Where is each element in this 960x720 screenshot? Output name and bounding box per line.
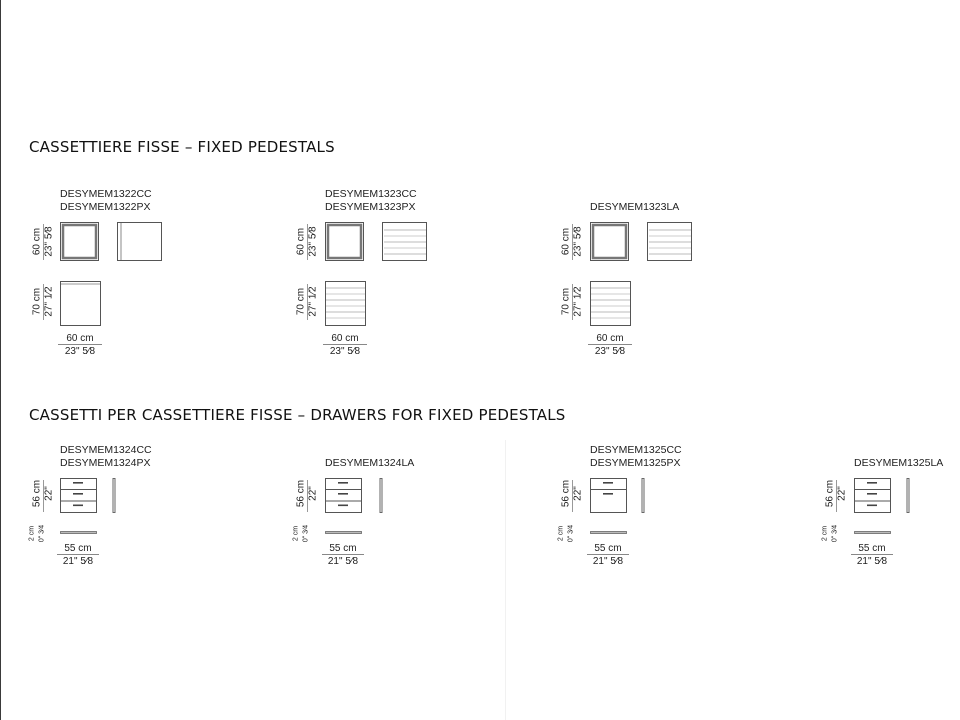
side-height-cm: 70 cm xyxy=(295,287,307,316)
drawer-stack-three-drawing xyxy=(854,478,892,514)
drawer-side-profile-drawing xyxy=(112,478,117,514)
pedestal-top-wood-drawing xyxy=(325,281,367,327)
product-code: DESYMEM1322CC xyxy=(60,188,152,200)
front-height-in: 23" 5⁄8 xyxy=(43,226,55,257)
width-dimension xyxy=(57,543,99,567)
dimension-line xyxy=(43,480,44,512)
thickness-in: 0" 3⁄4 xyxy=(567,524,575,543)
thickness-cm: 2 cm xyxy=(821,525,829,542)
front-height-cm: 60 cm xyxy=(295,227,307,256)
width-in: 23" 5⁄8 xyxy=(58,344,102,357)
drawer-side-profile-drawing xyxy=(641,478,646,514)
drawer-side-profile-drawing xyxy=(379,478,384,514)
width-in: 21" 5⁄8 xyxy=(851,554,893,567)
width-cm: 55 cm xyxy=(329,543,357,554)
pedestal-top-wood-drawing xyxy=(590,281,632,327)
pedestal-front-frame-drawing xyxy=(590,222,630,262)
product-codes-1325la xyxy=(854,457,943,470)
drawer-plate-drawing xyxy=(854,531,892,535)
width-cm: 60 cm xyxy=(331,333,359,344)
front-height-cm: 60 cm xyxy=(560,227,572,256)
width-in: 21" 5⁄8 xyxy=(587,554,629,567)
width-in: 23" 5⁄8 xyxy=(588,344,632,357)
dimension-line xyxy=(307,284,308,320)
dimension-line xyxy=(43,284,44,320)
pedestal-front-frame-drawing xyxy=(325,222,365,262)
drawer-side-profile-drawing xyxy=(906,478,911,514)
product-codes-1324la xyxy=(325,457,414,470)
section-title-fixed-pedestals: CASSETTIERE FISSE – FIXED PEDESTALS xyxy=(29,138,335,156)
width-in: 21" 5⁄8 xyxy=(57,554,99,567)
drawer-plate-drawing xyxy=(325,531,363,535)
side-height-in: 27" 1⁄2 xyxy=(307,286,319,317)
pedestal-top-drawing xyxy=(60,281,102,327)
width-cm: 60 cm xyxy=(66,333,94,344)
drawer-height-in: 22" xyxy=(43,486,55,501)
side-height-in: 27" 1⁄2 xyxy=(43,286,55,317)
drawer-plate-drawing xyxy=(590,531,628,535)
front-height-in: 23" 5⁄8 xyxy=(572,226,584,257)
product-code: DESYMEM1324CC xyxy=(60,444,152,456)
product-codes-1325 xyxy=(590,444,682,470)
thickness-in: 0" 3⁄4 xyxy=(302,524,310,543)
page-fold-line xyxy=(505,440,506,720)
pedestal-side-wood-drawing xyxy=(382,222,428,262)
thickness-cm: 2 cm xyxy=(292,525,300,542)
product-code: DESYMEM1324LA xyxy=(325,457,415,469)
product-codes-1323 xyxy=(325,188,417,214)
drawer-stack-three-drawing xyxy=(325,478,363,514)
drawer-height-in: 22" xyxy=(836,486,848,501)
dimension-line xyxy=(572,224,573,260)
drawer-stack-three-drawing xyxy=(60,478,98,514)
front-height-in: 23" 5⁄8 xyxy=(307,226,319,257)
product-codes-1322 xyxy=(60,188,152,214)
width-cm: 55 cm xyxy=(64,543,92,554)
dimension-line xyxy=(836,480,837,512)
dimension-line xyxy=(572,284,573,320)
width-dimension xyxy=(58,333,102,357)
drawer-height-in: 22" xyxy=(307,486,319,501)
drawer-height-cm: 56 cm xyxy=(31,479,43,508)
width-dimension xyxy=(323,333,367,357)
product-code: DESYMEM1323LA xyxy=(590,201,680,213)
product-code: DESYMEM1325LA xyxy=(854,457,944,469)
pedestal-side-wood-drawing xyxy=(647,222,693,262)
side-height-cm: 70 cm xyxy=(31,287,43,316)
pedestal-front-frame-drawing xyxy=(60,222,100,262)
thickness-cm: 2 cm xyxy=(28,525,36,542)
width-in: 23" 5⁄8 xyxy=(323,344,367,357)
width-dimension xyxy=(322,543,364,567)
pedestal-side-drawing xyxy=(117,222,163,262)
width-dimension xyxy=(587,543,629,567)
width-cm: 55 cm xyxy=(858,543,886,554)
dimension-line xyxy=(307,224,308,260)
product-code: DESYMEM1325PX xyxy=(590,457,681,469)
thickness-in: 0" 3⁄4 xyxy=(831,524,839,543)
product-code: DESYMEM1325CC xyxy=(590,444,682,456)
width-dimension xyxy=(851,543,893,567)
width-in: 21" 5⁄8 xyxy=(322,554,364,567)
drawer-plate-drawing xyxy=(60,531,98,535)
drawer-height-cm: 56 cm xyxy=(560,479,572,508)
side-height-in: 27" 1⁄2 xyxy=(572,286,584,317)
side-height-cm: 70 cm xyxy=(560,287,572,316)
width-dimension xyxy=(588,333,632,357)
page-left-border xyxy=(0,0,1,720)
front-height-cm: 60 cm xyxy=(31,227,43,256)
product-code: DESYMEM1323PX xyxy=(325,201,416,213)
width-cm: 55 cm xyxy=(594,543,622,554)
product-codes-1324 xyxy=(60,444,152,470)
dimension-line xyxy=(43,224,44,260)
section-title-drawers: CASSETTI PER CASSETTIERE FISSE – DRAWERS FOR FIXED PEDESTALS xyxy=(29,406,566,424)
product-code: DESYMEM1324PX xyxy=(60,457,151,469)
drawer-height-in: 22" xyxy=(572,486,584,501)
drawer-height-cm: 56 cm xyxy=(295,479,307,508)
thickness-cm: 2 cm xyxy=(557,525,565,542)
product-codes-1323la xyxy=(590,201,679,214)
product-code: DESYMEM1323CC xyxy=(325,188,417,200)
drawer-stack-two-drawing xyxy=(590,478,628,514)
product-code: DESYMEM1322PX xyxy=(60,201,151,213)
thickness-in: 0" 3⁄4 xyxy=(38,524,46,543)
drawer-height-cm: 56 cm xyxy=(824,479,836,508)
dimension-line xyxy=(572,480,573,512)
width-cm: 60 cm xyxy=(596,333,624,344)
dimension-line xyxy=(307,480,308,512)
